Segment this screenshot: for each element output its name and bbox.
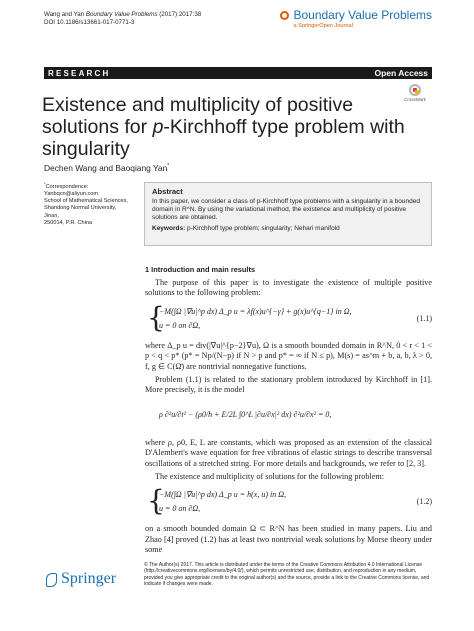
equation-1-2: [145, 484, 432, 518]
running-header: [44, 11, 201, 27]
paragraph: where ρ, ρ0, E, L are constants, which was proposed as an extension of the classical D'Alembert's wave equation for free vibrations of elastic strings to describe transversal oscillations of a stretched string. For more details and backgrounds, we refer to [2, 3].: [145, 437, 432, 468]
affiliation-line: 250014, P.R. China: [44, 219, 93, 226]
correspondence-label: Correspondence:: [45, 183, 89, 190]
affiliation-line: School of Mathematical Sciences,: [44, 198, 128, 205]
journal-brand-title: Boundary Value Problems: [293, 8, 432, 22]
equation-number: (1.1): [416, 313, 432, 323]
equation-kirchhoff-model: [145, 402, 432, 432]
paragraph: where Δ_p u = div(|∇u|^{p−2}∇u), Ω is a smooth bounded domain in R^N, 0 < r < 1 < p < q < p* (p* = Np/(N−p) if N > p and p* = ∞ if N ≤ p), M(s) = as^m + b, a, b, λ > 0, f, g ∈ C(Ω̄) are nontrivial nonnegative functions.: [145, 340, 432, 371]
paragraph: The purpose of this paper is to investigate the existence of multiple positive solutions to the following problem:: [145, 277, 432, 298]
keywords: Keywords: p-Kirchhoff type problem; singularity; Nehari manifold: [152, 224, 340, 232]
abstract-text: In this paper, we consider a class of p-Kirchhoff type problems with a singularity in a bounded domain in R^N. By using the variational method, the existence and multiplicity of positive solutions are obtained.: [152, 198, 420, 222]
doi[interactable]: DOI 10.1186/s13661-017-0771-3: [44, 19, 135, 26]
section-heading: 1 Introduction and main results: [145, 265, 256, 274]
citation-line: Wang and Yan Boundary Value Problems (2017) 2017:38: [44, 11, 202, 18]
journal-brand-subtitle: a SpringerOpen Journal: [293, 23, 353, 29]
springer-horse-icon: [44, 571, 58, 587]
corresponding-mark: *: [167, 163, 170, 170]
journal-logo[interactable]: [280, 8, 432, 29]
affiliation-line: Shandong Normal University, Jinan,: [44, 205, 117, 219]
paragraph: Problem (1.1) is related to the stationary problem introduced by Kirchhoff in [1]. More precisely, it is the model: [145, 374, 432, 395]
abstract-box: [144, 182, 432, 246]
license-text: © The Author(s) 2017. This article is distributed under the terms of the Creative Commons Attribution 4.0 International License (http://creativecommons.org/licenses/by/4.0/), which permits unrestricted use, distribution, and reproduction in any medium, provided you give appropriate credit to the original author(s) and the source, provide a link to the Creative Commons license, and indicate if changes were made.: [144, 562, 430, 588]
equation-line: −M(∫Ω |∇u|^p dx) Δ_p u = h(x, u) in Ω,: [159, 490, 287, 500]
publisher-name: Springer: [61, 570, 117, 587]
article-type-label: RESEARCH: [48, 68, 111, 78]
publisher-logo[interactable]: [44, 570, 116, 588]
journal-name: Boundary Value Problems: [85, 11, 158, 18]
paragraph: The existence and multiplicity of solutions for the following problem:: [155, 471, 384, 481]
equation-line: u = 0 on ∂Ω,: [159, 320, 201, 330]
equation-1-1: [145, 300, 432, 335]
equation-line: ρ ∂²u/∂t² − (ρ0/h + E/2L ∫0^L |∂u/∂x|² dx) ∂²u/∂x² = 0,: [159, 409, 332, 419]
journal-logo-icon: [280, 11, 289, 20]
article-title: Existence and multiplicity of positive solutions for p-Kirchhoff type problem with singularity: [42, 94, 405, 160]
crossmark-label: CrossMark: [404, 97, 426, 102]
brace-symbol: {: [147, 484, 165, 518]
equation-number: (1.2): [416, 497, 432, 507]
article-type-bar: [44, 67, 432, 79]
equation-line: u = 0 on ∂Ω,: [159, 504, 201, 514]
correspondence-info: *Correspondence: Yanbqcn@aliyun.com School of Mathematical Sciences, Shandong Normal University, Jinan, 250014, P.R. China: [44, 180, 132, 227]
brace-symbol: {: [147, 300, 165, 334]
abstract-heading: Abstract: [152, 187, 183, 196]
paragraph: on a smooth bounded domain Ω ⊂ R^N has been studied in many papers. Liu and Zhao [4] proved (1.2) has at least two nontrivial weak solutions by Morse theory under some: [145, 524, 432, 555]
equation-line: −M(∫Ω |∇u|^p dx) Δ_p u = λf(x)u^{−γ} + g(x)u^{q−1} in Ω,: [159, 306, 352, 316]
correspondence-email[interactable]: Yanbqcn@aliyun.com: [44, 191, 99, 198]
open-access-label: Open Access: [374, 68, 428, 78]
author-list: Dechen Wang and Baoqiang Yan*: [44, 163, 170, 173]
keywords-label: Keywords:: [152, 224, 186, 232]
article-body: [145, 265, 432, 558]
